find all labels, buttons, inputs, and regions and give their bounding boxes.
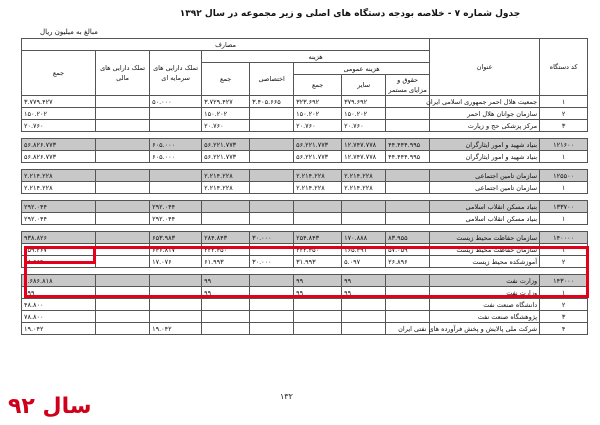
- cell-sayer: ۲۰.۷۶۰: [342, 120, 386, 132]
- cell-hoghoogh: [386, 96, 430, 108]
- table-row: [22, 108, 588, 120]
- spacer-cell: [22, 225, 588, 232]
- cell-jam: ۳۲۳.۶۹۲: [294, 96, 342, 108]
- cell-code: ۱: [540, 287, 588, 299]
- cell-jam: [294, 323, 342, 335]
- highlight-box: [24, 246, 589, 298]
- cell-sarmaye: ۱۹.۰۴۲: [150, 323, 202, 335]
- header-jam: جمع: [294, 75, 342, 96]
- header-jam2: جمع: [202, 63, 250, 96]
- cell-jam: [294, 213, 342, 225]
- cell-code: ۱: [540, 151, 588, 163]
- table-row: [22, 170, 588, 182]
- cell-jam2: [202, 323, 250, 335]
- cell-code: ۱: [540, 96, 588, 108]
- cell-total: ۲۹۲.۰۴۴: [22, 201, 96, 213]
- cell-code: ۱۴۳۰۰۰: [540, 275, 588, 287]
- cell-mali: [96, 139, 150, 151]
- cell-jam2: ۳.۷۲۹.۴۲۷: [202, 96, 250, 108]
- cell-name: مرکز پزشکی حج و زیارت: [430, 120, 540, 132]
- cell-name: جمعیت هلال احمر جمهوری اسلامی ایران: [430, 96, 540, 108]
- header-code: کد دستگاه: [540, 39, 588, 96]
- cell-sarmaye: [150, 170, 202, 182]
- cell-total: ۳.۷۷۹.۴۲۷: [22, 96, 96, 108]
- cell-jam: ۱۵۰.۲۰۲: [294, 108, 342, 120]
- cell-ekhtesasi: [250, 170, 294, 182]
- cell-ekhtesasi: ۳۰.۰۰۰: [250, 256, 294, 268]
- cell-name: بنیاد مسکن انقلاب اسلامی: [430, 201, 540, 213]
- table-row: [22, 120, 588, 132]
- cell-total: ۲.۲۱۴.۲۲۸: [22, 170, 96, 182]
- cell-name: شرکت ملی پالایش و پخش فرآورده های نفتی ایران: [430, 323, 540, 335]
- cell-name: بنیاد شهید و امور ایثارگران: [430, 139, 540, 151]
- header-sarmaye: تملک دارایی های سرمایه ای: [150, 51, 202, 96]
- header-hazine-omoomi: هزینه عمومی: [294, 63, 430, 75]
- cell-hoghoogh: ۲۶.۸۹۶: [386, 256, 430, 268]
- header-hoghoogh: حقوق و مزایای مستمر: [386, 75, 430, 96]
- cell-hoghoogh: ۴۴.۴۴۴.۹۹۵: [386, 151, 430, 163]
- cell-jam2: [202, 299, 250, 311]
- table-row: [22, 139, 588, 151]
- cell-sayer: ۱۷۰.۸۸۸: [342, 232, 386, 244]
- cell-name: سازمان حفاظت محیط زیست: [430, 232, 540, 244]
- cell-jam2: [202, 213, 250, 225]
- cell-jam: [294, 299, 342, 311]
- highlight-total-box: [24, 246, 96, 264]
- cell-jam: ۲۵۴.۸۴۳: [294, 232, 342, 244]
- cell-hoghoogh: [386, 182, 430, 194]
- cell-hoghoogh: [386, 108, 430, 120]
- cell-total: ۲۹۲.۰۴۴: [22, 213, 96, 225]
- cell-sayer: ۵.۰۹۷: [342, 256, 386, 268]
- cell-code: ۱: [540, 182, 588, 194]
- cell-mali: [96, 323, 150, 335]
- cell-name: آموزشکده محیط زیست: [430, 256, 540, 268]
- cell-jam2: ۲۲۲.۴۵۰: [202, 244, 250, 256]
- cell-ekhtesasi: [250, 151, 294, 163]
- cell-jam: ۳۱.۹۹۳: [294, 256, 342, 268]
- cell-jam2: [202, 311, 250, 323]
- cell-sayer: [342, 299, 386, 311]
- table-body: [22, 96, 588, 335]
- cell-code: ۲: [540, 299, 588, 311]
- spacer-cell: [22, 132, 588, 139]
- cell-mali: [96, 182, 150, 194]
- cell-jam: ۲۲۲.۴۵۰: [294, 244, 342, 256]
- cell-mali: [96, 96, 150, 108]
- cell-jam2: [202, 201, 250, 213]
- cell-total: ۴۸.۸۰۰: [22, 299, 96, 311]
- spacer-row: [22, 194, 588, 201]
- cell-code: ۱: [540, 244, 588, 256]
- spacer-row: [22, 225, 588, 232]
- cell-name: پژوهشگاه صنعت نفت: [430, 311, 540, 323]
- cell-code: ۳: [540, 311, 588, 323]
- cell-code: ۲: [540, 108, 588, 120]
- spacer-row: [22, 163, 588, 170]
- cell-sayer: ۲.۲۱۴.۲۲۸: [342, 182, 386, 194]
- table-title: جدول شماره ۷ - خلاصه بودجه دستگاه های اصلی و زیر مجموعه در سال ۱۳۹۲: [179, 9, 521, 19]
- cell-sayer: ۲.۲۱۴.۲۲۸: [342, 170, 386, 182]
- table-row: [22, 299, 588, 311]
- table-row: [22, 201, 588, 213]
- cell-total: ۱۵۰.۲۰۲: [22, 108, 96, 120]
- cell-jam: ۲۰.۷۶۰: [294, 120, 342, 132]
- cell-mali: [96, 170, 150, 182]
- cell-total: ۲۰.۷۶۰: [22, 120, 96, 132]
- cell-ekhtesasi: [250, 323, 294, 335]
- cell-sarmaye: [150, 182, 202, 194]
- cell-name: بنیاد شهید و امور ایثارگران: [430, 151, 540, 163]
- cell-total: ۸۵۹.۲۶۷: [22, 244, 96, 256]
- cell-mali: [96, 232, 150, 244]
- cell-sarmaye: ۲۹۲.۰۴۴: [150, 213, 202, 225]
- cell-jam2: ۹۹: [202, 275, 250, 287]
- cell-jam: ۹۹: [294, 275, 342, 287]
- cell-total: ۱۹.۰۴۲: [22, 323, 96, 335]
- cell-code: ۱۴۰۰۰۰: [540, 232, 588, 244]
- cell-mali: [96, 201, 150, 213]
- cell-name: بنیاد مسکن انقلاب اسلامی: [430, 213, 540, 225]
- cell-total: ۷۸.۸۰۰: [22, 311, 96, 323]
- cell-sayer: [342, 213, 386, 225]
- cell-ekhtesasi: [250, 311, 294, 323]
- cell-hoghoogh: [386, 170, 430, 182]
- cell-sarmaye: ۶۳۶.۸۱۷: [150, 244, 202, 256]
- cell-mali: [96, 120, 150, 132]
- cell-ekhtesasi: [250, 299, 294, 311]
- cell-hoghoogh: [386, 213, 430, 225]
- cell-total: ۹۳۸.۸۲۶: [22, 232, 96, 244]
- cell-jam2: ۲.۲۱۴.۲۲۸: [202, 170, 250, 182]
- cell-sayer: ۱۲.۷۴۷.۷۷۸: [342, 151, 386, 163]
- cell-hoghoogh: ۸۳.۹۵۵: [386, 232, 430, 244]
- table-row: [22, 151, 588, 163]
- cell-jam: ۲.۲۱۴.۲۲۸: [294, 170, 342, 182]
- unit-note: مبالغ به میلیون ریال: [40, 28, 98, 36]
- cell-sarmaye: ۶۰۵.۰۰۰: [150, 139, 202, 151]
- cell-total: ۱.۶۸۶.۸۱۸: [22, 275, 96, 287]
- header-ekhtesasi: اختصاصی: [250, 63, 294, 96]
- cell-name: وزارت نفت: [430, 275, 540, 287]
- cell-jam2: ۲۸۴.۸۴۳: [202, 232, 250, 244]
- cell-sarmaye: ۶۰۵.۰۰۰: [150, 151, 202, 163]
- spacer-cell: [22, 194, 588, 201]
- cell-code: ۲: [540, 256, 588, 268]
- header-hazine: هزینه: [202, 51, 430, 63]
- cell-jam2: ۵۶.۲۲۱.۷۷۳: [202, 151, 250, 163]
- table-row: [22, 232, 588, 244]
- cell-mali: [96, 108, 150, 120]
- table-row: [22, 96, 588, 108]
- cell-sayer: [342, 323, 386, 335]
- cell-jam2: ۲۰.۷۶۰: [202, 120, 250, 132]
- cell-sayer: ۱۵۰.۲۰۲: [342, 108, 386, 120]
- cell-ekhtesasi: [250, 120, 294, 132]
- cell-code: ۱۲۵۵۰۰: [540, 170, 588, 182]
- cell-jam2: ۱۵۰.۲۰۲: [202, 108, 250, 120]
- spacer-row: [22, 132, 588, 139]
- cell-sayer: ۹۹: [342, 287, 386, 299]
- cell-code: ۱۲۱۶۰۰: [540, 139, 588, 151]
- cell-name: دانشگاه صنعت نفت: [430, 299, 540, 311]
- header-masaref: مصارف: [22, 39, 430, 51]
- cell-mali: [96, 311, 150, 323]
- cell-sarmaye: ۱۷.۰۷۶: [150, 256, 202, 268]
- cell-sarmaye: [150, 311, 202, 323]
- cell-jam2: ۹۹: [202, 287, 250, 299]
- cell-mali: [96, 213, 150, 225]
- cell-ekhtesasi: [250, 213, 294, 225]
- cell-hoghoogh: [386, 299, 430, 311]
- cell-total: ۷۸.۵۶۹: [22, 256, 96, 268]
- header-mali: تملک دارایی های مالی: [96, 51, 150, 96]
- cell-sarmaye: [150, 299, 202, 311]
- table-row: [22, 213, 588, 225]
- year-stamp: سال ۹۲: [8, 394, 92, 419]
- cell-total: ۲.۲۱۴.۲۲۸: [22, 182, 96, 194]
- cell-hoghoogh: [386, 201, 430, 213]
- cell-sarmaye: ۶۵۳.۹۸۳: [150, 232, 202, 244]
- cell-sayer: ۱۶۵.۳۹۱: [342, 244, 386, 256]
- cell-total: ۵۹۹: [22, 287, 96, 299]
- cell-jam: ۵۶.۲۲۱.۷۷۳: [294, 139, 342, 151]
- cell-ekhtesasi: ۳.۴۰۵.۶۶۵: [250, 96, 294, 108]
- cell-sayer: [342, 201, 386, 213]
- cell-jam: [294, 311, 342, 323]
- cell-hoghoogh: ۵۷.۰۵۹: [386, 244, 430, 256]
- header-total: جمع: [22, 51, 96, 96]
- cell-sarmaye: [150, 120, 202, 132]
- cell-ekhtesasi: [250, 139, 294, 151]
- cell-jam2: ۵۶.۲۲۱.۷۷۳: [202, 139, 250, 151]
- cell-sayer: [342, 311, 386, 323]
- cell-hoghoogh: ۴۴.۴۴۴.۹۹۵: [386, 139, 430, 151]
- cell-sayer: ۳۷۹.۶۹۲: [342, 96, 386, 108]
- cell-ekhtesasi: [250, 108, 294, 120]
- cell-name: سازمان تامین اجتماعی: [430, 182, 540, 194]
- cell-sayer: ۱۲.۷۴۷.۷۷۸: [342, 139, 386, 151]
- cell-hoghoogh: [386, 311, 430, 323]
- cell-sarmaye: ۵۰.۰۰۰: [150, 96, 202, 108]
- cell-jam: ۵۶.۲۲۱.۷۷۳: [294, 151, 342, 163]
- cell-sayer: ۹۹: [342, 275, 386, 287]
- header-title: عنوان: [430, 39, 540, 96]
- table-row: [22, 311, 588, 323]
- cell-jam: ۲.۲۱۴.۲۲۸: [294, 182, 342, 194]
- cell-ekhtesasi: ۳۰.۰۰۰: [250, 232, 294, 244]
- cell-name: سازمان تامین اجتماعی: [430, 170, 540, 182]
- cell-sarmaye: [150, 108, 202, 120]
- cell-name: سازمان حفاظت محیط زیست: [430, 244, 540, 256]
- cell-name: وزارت نفت: [430, 287, 540, 299]
- cell-jam2: ۶۱.۹۹۳: [202, 256, 250, 268]
- cell-code: ۱۳۳۷۰۰: [540, 201, 588, 213]
- cell-name: سازمان جوانان هلال احمر: [430, 108, 540, 120]
- header-sayer: سایر: [342, 75, 386, 96]
- spacer-cell: [22, 163, 588, 170]
- page-number: ۱۳۲: [280, 392, 293, 401]
- cell-code: ۴: [540, 323, 588, 335]
- cell-jam2: ۲.۲۱۴.۲۲۸: [202, 182, 250, 194]
- table-row: [22, 323, 588, 335]
- cell-total: ۵۶.۸۲۶.۷۷۳: [22, 151, 96, 163]
- cell-ekhtesasi: [250, 201, 294, 213]
- cell-jam: [294, 201, 342, 213]
- cell-mali: [96, 151, 150, 163]
- table-row: [22, 182, 588, 194]
- cell-mali: [96, 299, 150, 311]
- cell-sarmaye: ۲۹۲.۰۴۴: [150, 201, 202, 213]
- cell-jam: ۹۹: [294, 287, 342, 299]
- cell-code: ۳: [540, 120, 588, 132]
- cell-code: ۱: [540, 213, 588, 225]
- cell-total: ۵۶.۸۲۶.۷۷۳: [22, 139, 96, 151]
- cell-hoghoogh: [386, 120, 430, 132]
- cell-ekhtesasi: [250, 182, 294, 194]
